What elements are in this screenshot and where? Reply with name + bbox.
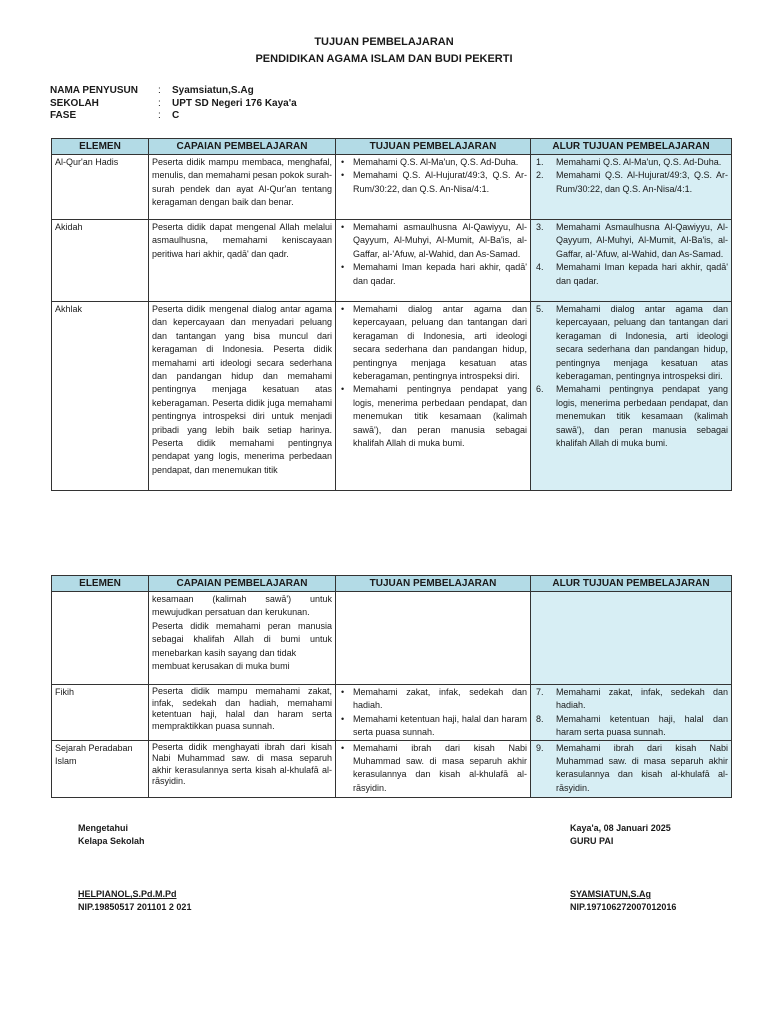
signature-block-left — [78, 822, 145, 848]
meta-value: C — [172, 110, 180, 121]
alur-item — [534, 742, 728, 796]
header-elemen: ELEMEN — [52, 576, 149, 592]
cell-capaian: Peserta didik mampu memahami zakat, infak, sedekah dan hadiah, memahami ketentuan haji, halal dan haram serta mempraktikkan puasa sunnah. — [149, 685, 336, 741]
table-row — [52, 740, 732, 797]
header-capaian: CAPAIAN PEMBELAJARAN — [149, 139, 336, 155]
tujuan-item: • Memahami Iman kepada hari akhir, qadā' dan qadar. — [339, 261, 527, 288]
tujuan-item: • Memahami asmaulhusna Al-Qawiyyu, Al-Qayyum, Al-Muhyi, Al-Mumit, Al-Ba'is, al-Gaffar, al-'Afuw, al-Wahid, dan As-Samad. — [339, 221, 527, 261]
cell-elemen: Fikih — [52, 685, 149, 741]
table-header-row — [52, 576, 732, 592]
alur-text: Memahami Q.S. Al-Hujurat/49:3, Q.S. Ar-Rum/30:22, dan Q.S. An-Nisa/4:1. — [556, 170, 728, 194]
signatory-right — [570, 888, 676, 914]
cell-tujuan — [336, 740, 531, 797]
alur-item — [534, 383, 728, 450]
table-header-row — [52, 139, 732, 155]
header-alur: ALUR TUJUAN PEMBELAJARAN — [531, 139, 732, 155]
meta-value: UPT SD Negeri 176 Kaya'a — [172, 97, 297, 109]
tujuan-item: • Memahami ketentuan haji, halal dan haram serta puasa sunnah. — [339, 713, 527, 740]
alur-text: Memahami ibrah dari kisah Nabi Muhammad saw. di masa separuh akhir kerasulannya dan kisah al-khulafā al-rāsyidin. — [556, 742, 728, 793]
meta-separator: : — [158, 85, 161, 96]
alur-number: 8. — [536, 713, 544, 724]
alur-number: 1. — [536, 157, 544, 167]
tujuan-item: • Memahami Q.S. Al-Hujurat/49:3, Q.S. Ar-Rum/30:22, dan Q.S. An-Nisa/4:1. — [339, 169, 527, 196]
cell-tujuan — [336, 685, 531, 741]
alur-number: 4. — [536, 262, 544, 273]
table-row — [52, 220, 732, 302]
alur-number: 6. — [536, 384, 544, 395]
alur-text: Memahami dialog antar agama dan kepercayaan, peluang dan tantangan dari keragaman di Indonesia, arti ideologi secara sederhana dan pandangan hidup, pentingnya menjaga kesatuan atas keberagaman, pentingnya introspeksi diri. — [556, 304, 728, 382]
signature-date: Kaya'a, 08 Januari 2025 — [570, 823, 671, 833]
alur-text: Memahami Q.S. Al-Ma'un, Q.S. Ad-Duha. — [556, 157, 722, 167]
cell-capaian: Peserta didik menghayati ibrah dari kisah Nabi Muhammad saw. di masa separuh akhir kerasulannya serta kisah al-khulafā al-rāsyidin. — [149, 740, 336, 797]
tujuan-item: • Memahami dialog antar agama dan kepercayaan, peluang dan tantangan dari keragaman di Indonesia, arti ideologi secara sederhana dan pandangan hidup, pentingnya menjaga kesatuan atas keberagaman, pentingnya introspeksi diri. — [339, 303, 527, 383]
cell-alur — [531, 302, 732, 491]
signatory-name: HELPIANOL,S.Pd.M.Pd — [78, 889, 177, 899]
cell-elemen: Akhlak — [52, 302, 149, 491]
meta-row-fase — [50, 110, 297, 123]
cell-alur — [531, 220, 732, 302]
signatory-left — [78, 888, 191, 914]
alur-text: Memahami Asmaulhusna Al-Qawiyyu, Al-Qayyum, Al-Muhyi, Al-Mumit, Al-Ba'is, al-Gaffar, al-'Afuw, al-Wahid, dan As-Samad. — [556, 222, 728, 259]
cell-elemen — [52, 592, 149, 685]
signature-role: GURU PAI — [570, 836, 614, 846]
learning-objectives-table-2 — [51, 575, 732, 798]
meta-separator: : — [158, 110, 161, 121]
alur-number: 9. — [536, 742, 544, 753]
meta-separator: : — [158, 97, 161, 109]
capaian-line: Peserta didik memahami peran manusia sebagai khalifah Allah di bumi untuk menebarkan kasih sayang dan tidak — [152, 620, 332, 658]
cell-elemen: Sejarah Peradaban Islam — [52, 740, 149, 797]
tujuan-item: • Memahami ibrah dari kisah Nabi Muhammad saw. di masa separuh akhir kerasulannya dan kisah al-khulafā al-rāsyidin. — [339, 742, 527, 796]
document-title: TUJUAN PEMBELAJARAN — [314, 36, 454, 48]
document-subtitle: PENDIDIKAN AGAMA ISLAM DAN BUDI PEKERTI — [255, 53, 513, 65]
alur-item — [534, 221, 728, 261]
table-row — [52, 685, 732, 741]
cell-capaian — [149, 592, 336, 685]
alur-item — [534, 169, 728, 196]
signature-role: Kelapa Sekolah — [78, 836, 145, 846]
cell-elemen: Akidah — [52, 220, 149, 302]
meta-value: Syamsiatun,S.Ag — [172, 85, 254, 96]
alur-item — [534, 686, 728, 713]
cell-elemen: Al-Qur'an Hadis — [52, 155, 149, 220]
cell-tujuan — [336, 220, 531, 302]
tujuan-item: • Memahami zakat, infak, sedekah dan hadiah. — [339, 686, 527, 713]
header-alur: ALUR TUJUAN PEMBELAJARAN — [531, 576, 732, 592]
cell-tujuan — [336, 302, 531, 491]
alur-item — [534, 303, 728, 383]
table-row — [52, 592, 732, 685]
alur-number: 2. — [536, 170, 544, 181]
tujuan-item: • Memahami pentingnya pendapat yang logis, menerima perbedaan pendapat, dan menemukan titik kesamaan (kalimah sawā'), dan peran manusia sebagai khalifah Allah di muka bumi. — [339, 383, 527, 450]
signature-block-right — [570, 822, 671, 848]
alur-number: 5. — [536, 304, 544, 314]
table-row — [52, 302, 732, 491]
signatory-nip: NIP.19850517 201101 2 021 — [78, 902, 192, 912]
alur-text: Memahami Iman kepada hari akhir, qadā' dan qadar. — [556, 262, 728, 286]
capaian-line: kesamaan (kalimah sawā') untuk mewujudkan persatuan dan kerukunan. — [152, 594, 332, 618]
cell-tujuan — [336, 155, 531, 220]
alur-item — [534, 156, 728, 169]
alur-item — [534, 713, 728, 740]
cell-capaian: Peserta didik dapat mengenal Allah melalui asmaulhusna, memahami keniscayaan peritiwa hari akhir, qadā' dan qadr. — [149, 220, 336, 302]
signatory-name: SYAMSIATUN,S.Ag — [570, 889, 652, 899]
meta-label: SEKOLAH — [50, 97, 99, 109]
document-meta — [50, 85, 297, 123]
signatory-nip: NIP.197106272007012016 — [570, 902, 677, 912]
table-row — [52, 155, 732, 220]
cell-alur — [531, 685, 732, 741]
cell-capaian: Peserta didik mampu membaca, menghafal, menulis, dan memahami pesan pokok surah-surah pendek dan ayat Al-Qur'an tentang keragaman dengan baik dan benar. — [149, 155, 336, 220]
meta-row-penyusun — [50, 85, 297, 98]
header-capaian: CAPAIAN PEMBELAJARAN — [149, 576, 336, 592]
cell-alur — [531, 740, 732, 797]
alur-item — [534, 261, 728, 288]
alur-text: Memahami pentingnya pendapat yang logis, menerima perbedaan pendapat, dan menemukan titik kesamaan (kalimah sawā'), dan peran manusia sebagai khalifah Allah di muka bumi. — [556, 384, 728, 449]
meta-label: NAMA PENYUSUN — [50, 85, 138, 96]
header-elemen: ELEMEN — [52, 139, 149, 155]
cell-capaian: Peserta didik mengenal dialog antar agama dan kepercayaan dan menyadari peluang dan tantangan yang bisa muncul dari keragaman di Indonesia. Peserta didik memahami arti ideologi secara sederhana dan pandangan hidup dan memahami pentingnya menjaga kesatuan atas keberagaman. Peserta didik juga memahami pentingnya introspeksi diri untuk menjadi pribadi yang lebih baik setiap harinya. Peserta didik memahami pentingnya pendapat yang logis, menerima perbedaan pendapat, dan menemukan titik — [149, 302, 336, 491]
cell-alur — [531, 155, 732, 220]
cell-alur — [531, 592, 732, 685]
learning-objectives-table-1 — [51, 138, 732, 491]
cell-tujuan — [336, 592, 531, 685]
alur-text: Memahami ketentuan haji, halal dan haram serta puasa sunnah. — [556, 713, 728, 738]
header-tujuan: TUJUAN PEMBELAJARAN — [336, 576, 531, 592]
tujuan-item: • Memahami Q.S. Al-Ma'un, Q.S. Ad-Duha. — [339, 156, 527, 169]
signature-caption: Mengetahui — [78, 823, 129, 833]
meta-label: FASE — [50, 110, 77, 121]
header-tujuan: TUJUAN PEMBELAJARAN — [336, 139, 531, 155]
meta-row-sekolah — [50, 98, 297, 111]
alur-text: Memahami zakat, infak, sedekah dan hadiah. — [556, 687, 728, 711]
capaian-line: membuat kerusakan di muka bumi — [152, 661, 290, 672]
alur-number: 7. — [536, 687, 544, 697]
alur-number: 3. — [536, 222, 544, 232]
